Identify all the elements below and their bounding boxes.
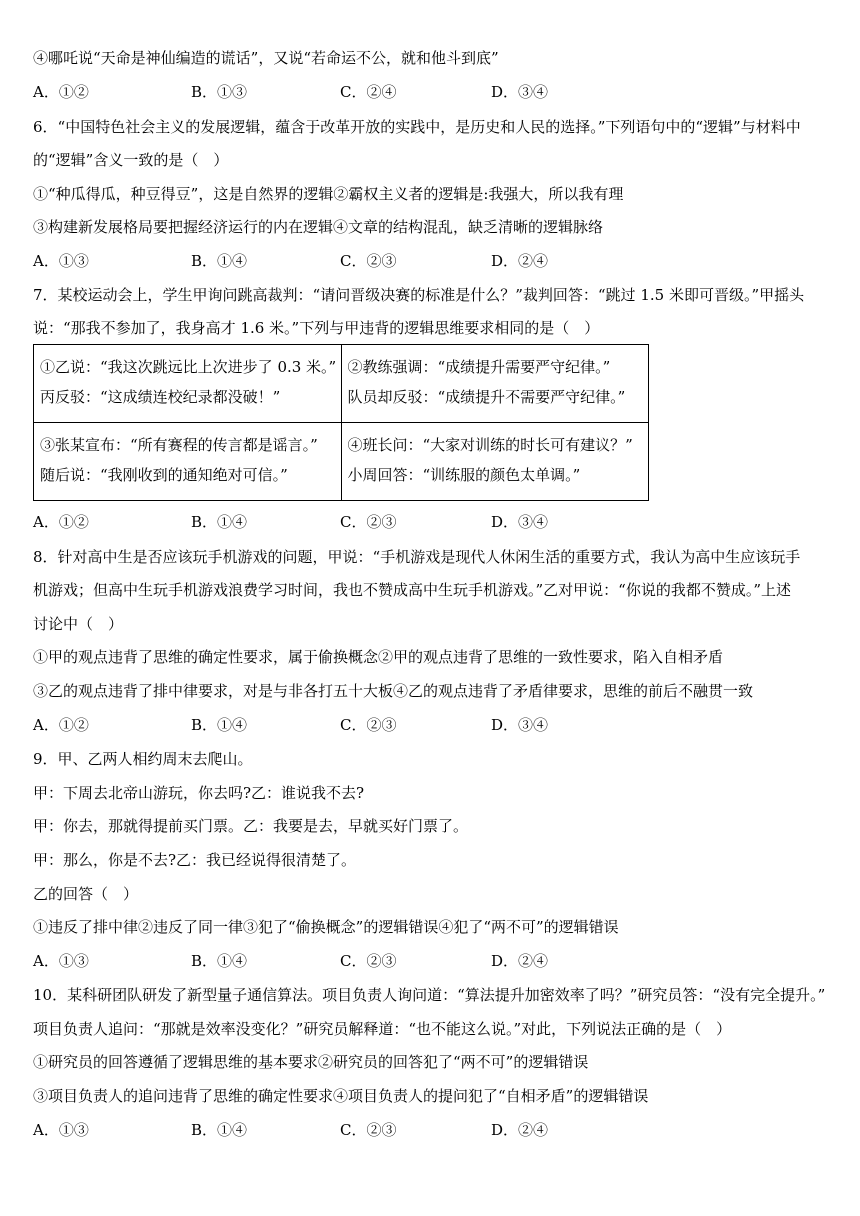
cell-line: ④班长问：“大家对训练的时长可有建议？” [347, 436, 633, 454]
q7-stem-line: 说：“那我不参加了，我身高才 1.6 米。”下列与甲违背的逻辑思维要求相同的是（ ） [33, 319, 600, 337]
q9-statement-line: ①违反了排中律②违反了同一律③犯了“偷换概念”的逻辑错误④犯了“两不可”的逻辑错误 [33, 918, 619, 936]
statement-line: ④哪吒说“天命是神仙编造的谎话”，又说“若命运不公，就和他斗到底” [33, 49, 499, 67]
q5-options [33, 82, 733, 102]
q6-stem-line: 的“逻辑”含义一致的是（ ） [33, 151, 229, 169]
table-cell [34, 423, 342, 501]
cell-line: 丙反驳：“这成绩连校纪录都没破！” [40, 388, 281, 406]
option-b: B．①④ [191, 252, 248, 270]
cell-line: ②教练强调：“成绩提升需要严守纪律。” [347, 358, 611, 376]
q10-options [33, 1120, 733, 1140]
option-b: B．①④ [191, 952, 248, 970]
q8-stem-line: 8．针对高中生是否应该玩手机游戏的问题，甲说：“手机游戏是现代人休闲生活的重要方式，我认为高中生应该玩手 [33, 548, 801, 566]
q9-dialogue-line: 甲：下周去北帝山游玩，你去吗?乙：谁说我不去? [33, 784, 365, 802]
cell-line: 小周回答：“训练服的颜色太单调。” [347, 466, 581, 484]
option-a: A．①③ [33, 1121, 89, 1139]
q8-options [33, 715, 733, 735]
option-b: B．①③ [191, 83, 248, 101]
q8-statement-line: ①甲的观点违背了思维的确定性要求，属于偷换概念②甲的观点违背了思维的一致性要求，陷入自相矛盾 [33, 648, 724, 666]
option-c: C．②④ [340, 83, 397, 101]
option-a: A．①② [33, 716, 89, 734]
option-a: A．①③ [33, 952, 89, 970]
q10-statement-line: ③项目负责人的追问违背了思维的确定性要求④项目负责人的提问犯了“自相矛盾”的逻辑错误 [33, 1087, 649, 1105]
option-c: C．②③ [340, 252, 397, 270]
option-b: B．①④ [191, 716, 248, 734]
table-row [34, 345, 649, 423]
q8-stem-line: 机游戏；但高中生玩手机游戏浪费学习时间，我也不赞成高中生玩手机游戏。”乙对甲说：“你说的我都不赞成。”上述 [33, 581, 792, 599]
option-b: B．①④ [191, 513, 248, 531]
table-cell [341, 345, 649, 423]
option-a: A．①③ [33, 252, 89, 270]
q10-stem-line: 项目负责人追问：“那就是效率没变化？”研究员解释道：“也不能这么说。”对此，下列说法正确的是（ ） [33, 1020, 732, 1038]
q9-dialogue-line: 乙的回答（ ） [33, 885, 139, 903]
table-cell [341, 423, 649, 501]
q9-dialogue-line: 甲：你去，那就得提前买门票。乙：我要是去，早就买好门票了。 [33, 817, 469, 835]
q9-stem-line: 9．甲、乙两人相约周末去爬山。 [33, 750, 253, 768]
table-row [34, 423, 649, 501]
option-d: D．③④ [491, 513, 549, 531]
q8-statement-line: ③乙的观点违背了排中律要求，对是与非各打五十大板④乙的观点违背了矛盾律要求，思维的前后不融贯一致 [33, 682, 754, 700]
q10-stem-line: 10．某科研团队研发了新型量子通信算法。项目负责人询问道：“算法提升加密效率了吗？”研究员答：“没有完全提升。” [33, 986, 826, 1004]
cell-line: 随后说：“我刚收到的通知绝对可信。” [40, 466, 288, 484]
option-d: D．③④ [491, 83, 549, 101]
cell-line: ③张某宣布：“所有赛程的传言都是谣言。” [40, 436, 318, 454]
option-d: D．②④ [491, 252, 549, 270]
q7-table [33, 344, 649, 501]
option-d: D．②④ [491, 1121, 549, 1139]
q6-statement-line: ③构建新发展格局要把握经济运行的内在逻辑④文章的结构混乱，缺乏清晰的逻辑脉络 [33, 218, 604, 236]
option-b: B．①④ [191, 1121, 248, 1139]
q10-statement-line: ①研究员的回答遵循了逻辑思维的基本要求②研究员的回答犯了“两不可”的逻辑错误 [33, 1053, 589, 1071]
option-d: D．②④ [491, 952, 549, 970]
cell-line: 队员却反驳：“成绩提升不需要严守纪律。” [347, 388, 626, 406]
option-c: C．②③ [340, 1121, 397, 1139]
option-a: A．①② [33, 513, 89, 531]
cell-line: ①乙说：“我这次跳远比上次进步了 0.3 米。” [40, 358, 337, 376]
table-cell [34, 345, 342, 423]
q8-stem-line: 讨论中（ ） [33, 615, 124, 633]
option-c: C．②③ [340, 952, 397, 970]
option-c: C．②③ [340, 716, 397, 734]
q9-dialogue-line: 甲：那么，你是不去?乙：我已经说得很清楚了。 [33, 851, 357, 869]
q7-stem-line: 7．某校运动会上，学生甲询问跳高裁判：“请问晋级决赛的标准是什么？”裁判回答：“跳过 1.5 米即可晋级。”甲摇头 [33, 286, 805, 304]
q6-stem-line: 6．“中国特色社会主义的发展逻辑，蕴含于改革开放的实践中，是历史和人民的选择。”下列语句中的“逻辑”与材料中 [33, 118, 801, 136]
option-d: D．③④ [491, 716, 549, 734]
option-c: C．②③ [340, 513, 397, 531]
q6-statement-line: ①“种瓜得瓜，种豆得豆”，这是自然界的逻辑②霸权主义者的逻辑是:我强大，所以我有理 [33, 185, 624, 203]
q7-options [33, 512, 733, 532]
q9-options [33, 951, 733, 971]
q6-options [33, 251, 733, 271]
option-a: A．①② [33, 83, 89, 101]
